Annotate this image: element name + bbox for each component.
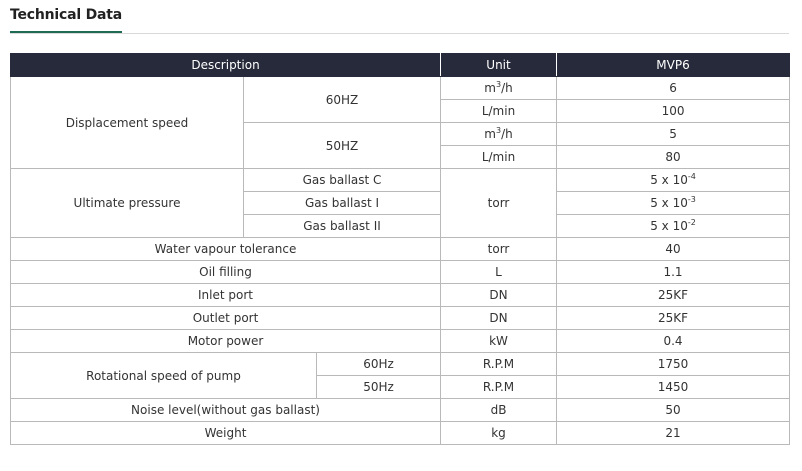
header-model: MVP6: [557, 54, 790, 77]
value-cell: 5 x $10^{-4}$: [557, 169, 790, 192]
value-cell: 5: [557, 123, 790, 146]
value-cell: 80: [557, 146, 790, 169]
sub-label-50hz: 50HZ: [244, 123, 441, 169]
unit-cell: L: [441, 261, 557, 284]
row-label-motor-power: Motor power: [11, 330, 441, 353]
row-label-water-vapour: Water vapour tolerance: [11, 238, 441, 261]
table-row: [11, 353, 790, 376]
value-cell: 1450: [557, 376, 790, 399]
unit-torr: torr: [441, 169, 557, 238]
table-row: [11, 169, 790, 192]
unit-cell: R.P.M: [441, 376, 557, 399]
value-cell: 0.4: [557, 330, 790, 353]
table-row: [11, 399, 790, 422]
row-label-oil-filling: Oil filling: [11, 261, 441, 284]
value-cell: 25KF: [557, 307, 790, 330]
table-row: [11, 307, 790, 330]
technical-data-table: [10, 53, 790, 445]
value-cell: 6: [557, 77, 790, 100]
unit-m3h: $m^3/h$: [441, 123, 557, 146]
value-cell: 21: [557, 422, 790, 445]
row-label-displacement: Displacement speed: [11, 77, 244, 169]
header-description: Description: [11, 54, 441, 77]
row-label-ultimate-pressure: Ultimate pressure: [11, 169, 244, 238]
value-cell: 5 x $10^{-3}$: [557, 192, 790, 215]
unit-cell: DN: [441, 284, 557, 307]
row-label-rotational-speed: Rotational speed of pump: [11, 353, 317, 399]
unit-m3h: $m^3/h$: [441, 77, 557, 100]
value-cell: 40: [557, 238, 790, 261]
table-row: [11, 238, 790, 261]
table-row: [11, 284, 790, 307]
row-label-weight: Weight: [11, 422, 441, 445]
value-cell: 50: [557, 399, 790, 422]
table-row: [11, 261, 790, 284]
unit-lmin: L/min: [441, 100, 557, 123]
value-cell: 1.1: [557, 261, 790, 284]
table-row: [11, 422, 790, 445]
sub-label-gas-ballast-c: Gas ballast C: [244, 169, 441, 192]
unit-cell: kW: [441, 330, 557, 353]
unit-cell: R.P.M: [441, 353, 557, 376]
row-label-inlet-port: Inlet port: [11, 284, 441, 307]
sub-label-gas-ballast-i: Gas ballast I: [244, 192, 441, 215]
unit-cell: DN: [441, 307, 557, 330]
page-title: Technical Data: [10, 6, 122, 33]
unit-cell: dB: [441, 399, 557, 422]
table-header-row: [11, 54, 790, 77]
value-cell: 1750: [557, 353, 790, 376]
table-row: [11, 330, 790, 353]
row-label-noise-level: Noise level(without gas ballast): [11, 399, 441, 422]
value-cell: 100: [557, 100, 790, 123]
row-label-outlet-port: Outlet port: [11, 307, 441, 330]
title-bar: [10, 6, 789, 34]
unit-cell: kg: [441, 422, 557, 445]
unit-cell: torr: [441, 238, 557, 261]
table-row: [11, 77, 790, 100]
unit-lmin: L/min: [441, 146, 557, 169]
header-unit: Unit: [441, 54, 557, 77]
sub-label-60hz: 60HZ: [244, 77, 441, 123]
value-cell: 5 x $10^{-2}$: [557, 215, 790, 238]
sub-label-60hz: 60Hz: [317, 353, 441, 376]
sub-label-gas-ballast-ii: Gas ballast II: [244, 215, 441, 238]
value-cell: 25KF: [557, 284, 790, 307]
sub-label-50hz: 50Hz: [317, 376, 441, 399]
